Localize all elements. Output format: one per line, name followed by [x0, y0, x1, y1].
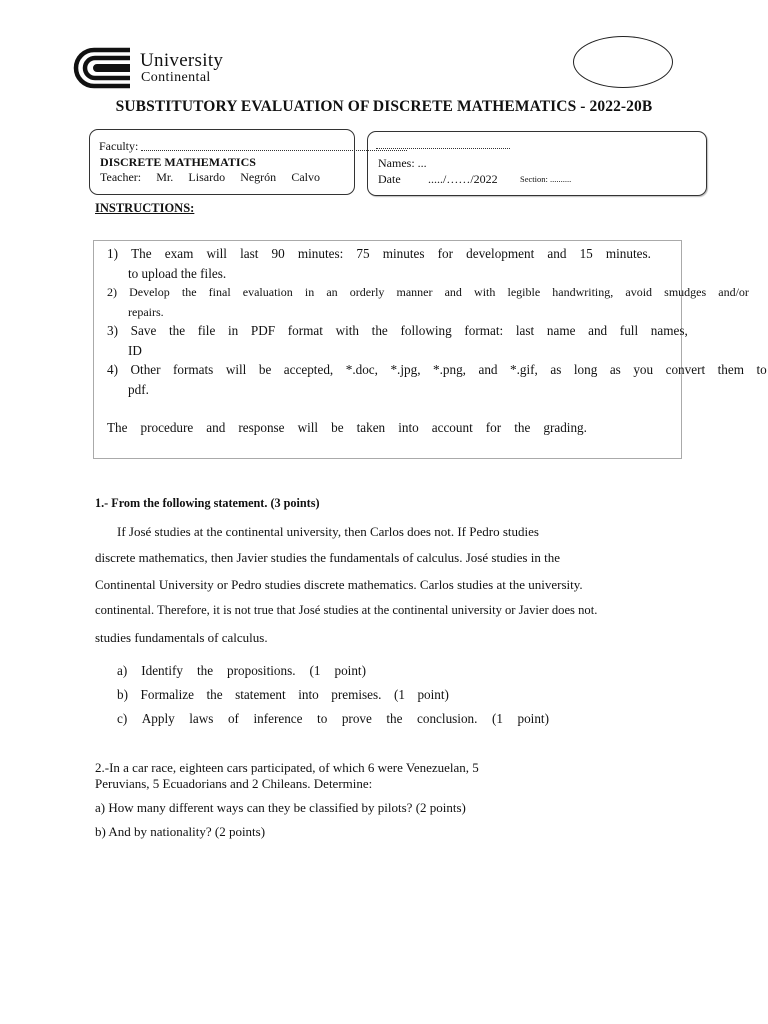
grading-note — [107, 420, 587, 436]
teacher-word: Negrón — [240, 170, 277, 184]
word: account — [431, 420, 473, 435]
faculty-label: Faculty: — [99, 139, 139, 153]
question-1-line: continental. Therefore, it is not true that José studies at the continental university or Javier does not. — [95, 603, 598, 617]
question-2-part-a: a) How many different ways can they be classified by pilots? (2 points) — [95, 800, 466, 815]
word: and — [206, 420, 226, 435]
word: procedure — [140, 420, 194, 435]
word: Save — [130, 323, 157, 338]
word: propositions. — [227, 663, 296, 678]
question-1-line: discrete mathematics, then Javier studies the fundamentals of calculus. José studies in the — [95, 550, 560, 565]
word: point) — [417, 687, 449, 702]
word: smudges — [664, 285, 707, 299]
names-field[interactable] — [378, 156, 427, 171]
word: evaluation — [242, 285, 293, 299]
word: with — [474, 285, 496, 299]
word: you — [633, 362, 654, 377]
word: and/or — [718, 285, 749, 299]
instruction-item-4-cont: pdf. — [128, 382, 149, 397]
names-value: ... — [417, 156, 427, 170]
word: the — [371, 323, 388, 338]
word: taken — [356, 420, 386, 435]
word: Apply — [141, 711, 175, 726]
word: to — [317, 711, 328, 726]
question-1-part-a — [117, 663, 366, 679]
section-field[interactable]: Section: .......... — [520, 174, 572, 184]
word: minutes: — [297, 246, 344, 261]
word: as — [609, 362, 621, 377]
word: format — [287, 323, 323, 338]
word: will — [225, 362, 247, 377]
word: them — [717, 362, 745, 377]
word: PDF — [250, 323, 276, 338]
logo-text-continental: Continental — [141, 70, 211, 85]
instruction-item-4 — [107, 362, 767, 378]
word: for — [485, 420, 502, 435]
word: to — [756, 362, 767, 377]
word: premises. — [331, 687, 382, 702]
word: and — [588, 323, 608, 338]
word: (1 — [491, 711, 503, 726]
word: minutes — [382, 246, 425, 261]
word: development — [466, 246, 535, 261]
instructions-heading: INSTRUCTIONS: — [95, 201, 195, 215]
word: (1 — [309, 663, 321, 678]
word: into — [398, 420, 419, 435]
word: Formalize — [140, 687, 194, 702]
word: 1) — [107, 246, 118, 261]
word: as — [550, 362, 562, 377]
word: Develop — [129, 285, 170, 299]
word: 3) — [107, 323, 118, 338]
instruction-item-2-cont: repairs. — [128, 305, 164, 319]
word: the — [514, 420, 531, 435]
word: conclusion. — [417, 711, 478, 726]
word: the — [386, 711, 403, 726]
word: in — [304, 285, 315, 299]
names-dotted-line — [376, 148, 510, 149]
university-continental-logo-icon — [70, 47, 132, 89]
word: formats — [173, 362, 214, 377]
word: last — [515, 323, 535, 338]
teacher-word: Mr. — [156, 170, 174, 184]
question-1-title: 1.- From the following statement. (3 points) — [95, 496, 320, 510]
question-1-part-c — [117, 711, 549, 727]
word: following — [400, 323, 452, 338]
word: file — [197, 323, 216, 338]
teacher-label: Teacher: — [100, 170, 142, 184]
word: be — [331, 420, 344, 435]
word: long — [573, 362, 598, 377]
question-1-line: If José studies at the continental university, then Carlos does not. If Pedro studies — [117, 524, 539, 539]
word: and — [547, 246, 567, 261]
question-2-line: Peruvians, 5 Ecuadorians and 2 Chileans. Determine: — [95, 776, 373, 791]
word: 90 — [271, 246, 285, 261]
word: point) — [334, 663, 366, 678]
instruction-item-1 — [107, 246, 651, 262]
word: *.jpg, — [390, 362, 421, 377]
word: of — [227, 711, 239, 726]
word: final — [208, 285, 231, 299]
word: The — [107, 420, 128, 435]
teacher-line — [100, 170, 320, 185]
question-1-line: studies fundamentals of calculus. — [95, 630, 268, 645]
date-label: Date — [378, 172, 401, 186]
word: The — [131, 246, 152, 261]
word: *.doc, — [345, 362, 378, 377]
word: format: — [464, 323, 504, 338]
word: laws — [189, 711, 214, 726]
instruction-item-3-cont: ID — [128, 343, 142, 358]
word: point) — [517, 711, 549, 726]
word: manner — [396, 285, 433, 299]
word: the — [206, 687, 223, 702]
word: 75 — [356, 246, 370, 261]
exam-title: SUBSTITUTORY EVALUATION OF DISCRETE MATHEMATICS - 2022-20B — [115, 98, 653, 115]
word: in — [227, 323, 239, 338]
word: will — [297, 420, 319, 435]
word: inference — [253, 711, 303, 726]
word: b) — [117, 687, 128, 702]
date-field[interactable]: ...../……/2022 — [428, 172, 498, 186]
word: prove — [341, 711, 372, 726]
word: statement — [235, 687, 286, 702]
names-label: Names: — [378, 156, 415, 170]
word: exam — [164, 246, 194, 261]
question-1-part-b — [117, 687, 449, 703]
instruction-item-3 — [107, 323, 688, 339]
word: Other — [130, 362, 161, 377]
word: response — [238, 420, 285, 435]
word: and — [444, 285, 462, 299]
word: *.png, — [433, 362, 466, 377]
word: will — [206, 246, 227, 261]
word: a) — [117, 663, 128, 678]
word: full — [619, 323, 639, 338]
faculty-dotted-line — [141, 150, 407, 151]
instruction-item-1-cont: to upload the files. — [128, 266, 227, 281]
word: an — [326, 285, 338, 299]
word: c) — [117, 711, 128, 726]
word: accepted, — [283, 362, 334, 377]
word: 2) — [107, 285, 117, 299]
course-name: DISCRETE MATHEMATICS — [100, 155, 256, 169]
instruction-item-2 — [107, 285, 749, 300]
word: (1 — [393, 687, 405, 702]
word: orderly — [349, 285, 385, 299]
word: legible — [507, 285, 541, 299]
word: and — [478, 362, 498, 377]
word: the — [181, 285, 197, 299]
word: the — [168, 323, 186, 338]
word: with — [335, 323, 360, 338]
word: 4) — [107, 362, 118, 377]
question-1-line: Continental University or Pedro studies discrete mathematics. Carlos studies at the university. — [95, 577, 583, 592]
logo-text-university: University — [140, 50, 224, 71]
word: convert — [665, 362, 706, 377]
question-2-part-b: b) And by nationality? (2 points) — [95, 824, 266, 839]
word: avoid — [625, 285, 653, 299]
word: *.gif, — [510, 362, 538, 377]
question-2-line: 2.-In a car race, eighteen cars participated, of which 6 were Venezuelan, 5 — [95, 760, 479, 775]
word: names, — [650, 323, 688, 338]
word: for — [437, 246, 454, 261]
teacher-word: Calvo — [291, 170, 320, 184]
word: be — [258, 362, 272, 377]
word: Identify — [141, 663, 183, 678]
word: last — [240, 246, 259, 261]
teacher-word: Lisardo — [188, 170, 226, 184]
word: handwriting, — [552, 285, 614, 299]
grade-oval — [573, 36, 673, 88]
word: grading. — [543, 420, 587, 435]
word: the — [196, 663, 214, 678]
word: name — [546, 323, 576, 338]
word: minutes. — [605, 246, 651, 261]
word: 15 — [579, 246, 593, 261]
word: into — [298, 687, 319, 702]
